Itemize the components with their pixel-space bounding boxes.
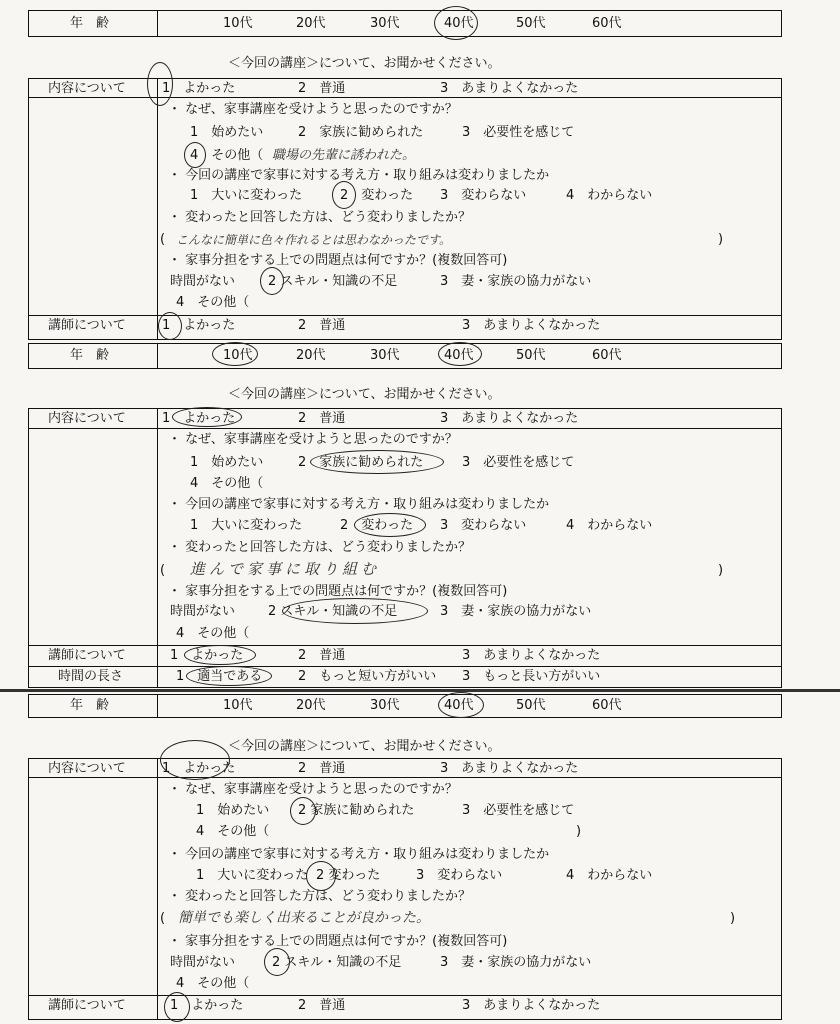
handwritten-answer: こんなに簡単に色々作れるとは思わなかったです。 bbox=[176, 233, 452, 247]
selection-circle bbox=[184, 142, 206, 168]
time-option-longer[interactable]: 3 もっと長い方がいい bbox=[462, 669, 601, 684]
age-row bbox=[28, 10, 782, 37]
age-option-60s[interactable]: 60代 bbox=[592, 16, 622, 31]
question-reason: ・ なぜ、家事講座を受けようと思ったのですか？ bbox=[168, 102, 458, 117]
reason-option-need[interactable]: 3 必要性を感じて bbox=[462, 125, 575, 140]
age-option-40s[interactable]: 40代 bbox=[444, 16, 474, 31]
age-option-60s[interactable]: 60代 bbox=[592, 348, 622, 363]
paren-close: ) bbox=[718, 232, 724, 247]
paren-open: ( bbox=[160, 911, 166, 926]
selection-circle bbox=[260, 267, 284, 295]
change-option-unknown[interactable]: 4 わからない bbox=[566, 518, 653, 533]
content-option-good[interactable]: 1 よかった bbox=[162, 761, 236, 776]
time-label: 時間の長さ bbox=[58, 669, 124, 684]
handwritten-answer: 職場の先輩に誘われた。 bbox=[272, 148, 416, 163]
selection-circle bbox=[434, 6, 478, 40]
reason-option-other[interactable]: 4 その他（ bbox=[190, 148, 264, 163]
question-problem: ・ 家事分担をする上での問題点は何ですか？(複数回答可) bbox=[168, 253, 508, 268]
age-label: 年 齢 bbox=[70, 348, 110, 363]
change-option-changed[interactable]: 2 変わった bbox=[340, 188, 414, 203]
paren-close: ) bbox=[718, 563, 724, 578]
age-option-60s[interactable]: 60代 bbox=[592, 698, 622, 713]
change-option-none[interactable]: 3 変わらない bbox=[416, 868, 503, 883]
selection-circle bbox=[186, 666, 272, 686]
reason-option-start[interactable]: 1 始めたい bbox=[196, 803, 270, 818]
question-reason: ・ なぜ、家事講座を受けようと思ったのですか？ bbox=[168, 432, 458, 447]
content-option-bad[interactable]: 3 あまりよくなかった bbox=[440, 761, 579, 776]
question-reason: ・ なぜ、家事講座を受けようと思ったのですか？ bbox=[168, 782, 458, 797]
section-heading: ＜今回の講座＞について、お聞かせください。 bbox=[228, 56, 501, 71]
question-problem: ・ 家事分担をする上での問題点は何ですか？(複数回答可) bbox=[168, 934, 508, 949]
change-option-unknown[interactable]: 4 わからない bbox=[566, 188, 653, 203]
age-option-20s[interactable]: 20代 bbox=[296, 698, 326, 713]
age-option-30s[interactable]: 30代 bbox=[370, 348, 400, 363]
question-how: ・ 変わったと回答した方は、どう変わりましたか？ bbox=[168, 210, 472, 225]
teacher-option-bad[interactable]: 3 あまりよくなかった bbox=[462, 648, 601, 663]
question-change: ・ 今回の講座で家事に対する考え方・取り組みは変わりましたか bbox=[168, 168, 550, 183]
content-option-normal[interactable]: 2 普通 bbox=[298, 81, 346, 96]
section-heading: ＜今回の講座＞について、お聞かせください。 bbox=[228, 739, 501, 754]
age-option-20s[interactable]: 20代 bbox=[296, 16, 326, 31]
content-option-bad[interactable]: 3 あまりよくなかった bbox=[440, 81, 579, 96]
selection-circle bbox=[282, 598, 428, 624]
reason-option-family[interactable]: 2 家族に勧められた bbox=[298, 455, 424, 470]
selection-circle bbox=[164, 992, 190, 1022]
paren-open: ( bbox=[160, 232, 166, 247]
change-option-much[interactable]: 1 大いに変わった bbox=[196, 868, 309, 883]
selection-circle bbox=[332, 181, 356, 209]
problem-option-family[interactable]: 3 妻・家族の協力がない bbox=[440, 604, 592, 619]
change-option-much[interactable]: 1 大いに変わった bbox=[190, 188, 303, 203]
change-option-none[interactable]: 3 変わらない bbox=[440, 188, 527, 203]
age-option-50s[interactable]: 50代 bbox=[516, 698, 546, 713]
paren-open: ( bbox=[160, 563, 166, 578]
age-label: 年 齢 bbox=[70, 698, 110, 713]
teacher-option-good[interactable]: 1 よかった bbox=[170, 998, 244, 1013]
age-option-30s[interactable]: 30代 bbox=[370, 698, 400, 713]
question-change: ・ 今回の講座で家事に対する考え方・取り組みは変わりましたか bbox=[168, 497, 550, 512]
question-how: ・ 変わったと回答した方は、どう変わりましたか？ bbox=[168, 540, 472, 555]
content-option-normal[interactable]: 2 普通 bbox=[298, 761, 346, 776]
problem-option-family[interactable]: 3 妻・家族の協力がない bbox=[440, 274, 592, 289]
teacher-option-bad[interactable]: 3 あまりよくなかった bbox=[462, 998, 601, 1013]
teacher-option-normal[interactable]: 2 普通 bbox=[298, 318, 346, 333]
problem-option-time[interactable]: 時間がない bbox=[170, 955, 236, 970]
question-how: ・ 変わったと回答した方は、どう変わりましたか？ bbox=[168, 889, 472, 904]
age-option-40s[interactable]: 40代 bbox=[444, 698, 474, 713]
reason-option-need[interactable]: 3 必要性を感じて bbox=[462, 803, 575, 818]
reason-option-family[interactable]: 2 家族に勧められた bbox=[298, 803, 415, 818]
content-option-good[interactable]: 1 よかった bbox=[162, 411, 236, 426]
age-option-20s[interactable]: 20代 bbox=[296, 348, 326, 363]
problem-option-time[interactable]: 時間がない bbox=[170, 274, 236, 289]
change-option-unknown[interactable]: 4 わからない bbox=[566, 868, 653, 883]
change-option-changed[interactable]: 2 変わった bbox=[340, 518, 414, 533]
content-label: 内容について bbox=[48, 411, 126, 426]
selection-circle bbox=[438, 342, 482, 366]
problem-option-time[interactable]: 時間がない bbox=[170, 604, 236, 619]
reason-option-need[interactable]: 3 必要性を感じて bbox=[462, 455, 575, 470]
age-option-10s[interactable]: 10代 bbox=[223, 698, 253, 713]
age-label: 年 齢 bbox=[70, 16, 110, 31]
change-option-changed[interactable]: 2 変わった bbox=[316, 868, 381, 883]
teacher-option-good[interactable]: 1 よかった bbox=[162, 318, 236, 333]
selection-circle bbox=[172, 407, 242, 427]
reason-option-family[interactable]: 2 家族に勧められた bbox=[298, 125, 424, 140]
selection-circle bbox=[160, 740, 230, 780]
age-option-10s[interactable]: 10代 bbox=[223, 16, 253, 31]
content-label: 内容について bbox=[48, 761, 126, 776]
age-row bbox=[28, 343, 782, 369]
reason-option-start[interactable]: 1 始めたい bbox=[190, 455, 264, 470]
reason-option-other[interactable]: 4 その他（ bbox=[190, 476, 264, 491]
selection-circle bbox=[306, 861, 336, 891]
problem-option-other[interactable]: 4 その他（ bbox=[176, 626, 250, 641]
problem-option-skill[interactable]: 2 スキル・知識の不足 bbox=[268, 604, 398, 619]
teacher-option-normal[interactable]: 2 普通 bbox=[298, 648, 346, 663]
handwritten-answer: 簡単でも楽しく出来ることが良かった。 bbox=[178, 910, 430, 926]
time-option-shorter[interactable]: 2 もっと短い方がいい bbox=[298, 669, 437, 684]
problem-option-other[interactable]: 4 その他（ bbox=[176, 295, 250, 310]
change-option-none[interactable]: 3 変わらない bbox=[440, 518, 527, 533]
teacher-option-normal[interactable]: 2 普通 bbox=[298, 998, 346, 1013]
selection-circle bbox=[158, 312, 182, 340]
teacher-option-bad[interactable]: 3 あまりよくなかった bbox=[462, 318, 601, 333]
age-row bbox=[28, 694, 782, 718]
sheet-divider bbox=[0, 689, 840, 692]
paren-close: ) bbox=[730, 911, 736, 926]
selection-circle bbox=[438, 692, 484, 718]
selection-circle bbox=[264, 948, 290, 976]
age-option-40s[interactable]: 40代 bbox=[444, 348, 474, 363]
teacher-label: 講師について bbox=[48, 648, 126, 663]
age-option-30s[interactable]: 30代 bbox=[370, 16, 400, 31]
age-option-50s[interactable]: 50代 bbox=[516, 16, 546, 31]
problem-option-skill[interactable]: 2 スキル・知識の不足 bbox=[268, 274, 398, 289]
age-option-50s[interactable]: 50代 bbox=[516, 348, 546, 363]
age-option-10s[interactable]: 10代 bbox=[223, 348, 253, 363]
reason-option-start[interactable]: 1 始めたい bbox=[190, 125, 264, 140]
time-option-appropriate[interactable]: 1 適当である bbox=[176, 669, 263, 684]
content-option-good[interactable]: 1 よかった bbox=[162, 81, 236, 96]
handwritten-answer: 進んで家事に取り組む bbox=[190, 560, 381, 578]
selection-circle bbox=[147, 62, 173, 106]
selection-circle bbox=[354, 513, 426, 537]
teacher-label: 講師について bbox=[48, 998, 126, 1013]
selection-circle bbox=[290, 797, 316, 825]
change-option-much[interactable]: 1 大いに変わった bbox=[190, 518, 303, 533]
selection-circle bbox=[184, 645, 256, 665]
selection-circle bbox=[310, 450, 444, 474]
problem-option-family[interactable]: 3 妻・家族の協力がない bbox=[440, 955, 592, 970]
section-heading: ＜今回の講座＞について、お聞かせください。 bbox=[228, 387, 501, 402]
problem-option-other[interactable]: 4 その他（ bbox=[176, 976, 250, 991]
teacher-label: 講師について bbox=[48, 318, 126, 333]
selection-circle bbox=[212, 342, 258, 366]
question-problem: ・ 家事分担をする上での問題点は何ですか？(複数回答可) bbox=[168, 584, 508, 599]
teacher-option-good[interactable]: 1 よかった bbox=[170, 648, 244, 663]
reason-option-other[interactable]: 4 その他（ bbox=[196, 824, 270, 839]
problem-option-skill[interactable]: 2 スキル・知識の不足 bbox=[272, 955, 402, 970]
paren-close: ) bbox=[576, 824, 582, 839]
question-change: ・ 今回の講座で家事に対する考え方・取り組みは変わりましたか bbox=[168, 847, 550, 862]
content-option-bad[interactable]: 3 あまりよくなかった bbox=[440, 411, 579, 426]
content-label: 内容について bbox=[48, 81, 126, 96]
content-option-normal[interactable]: 2 普通 bbox=[298, 411, 346, 426]
